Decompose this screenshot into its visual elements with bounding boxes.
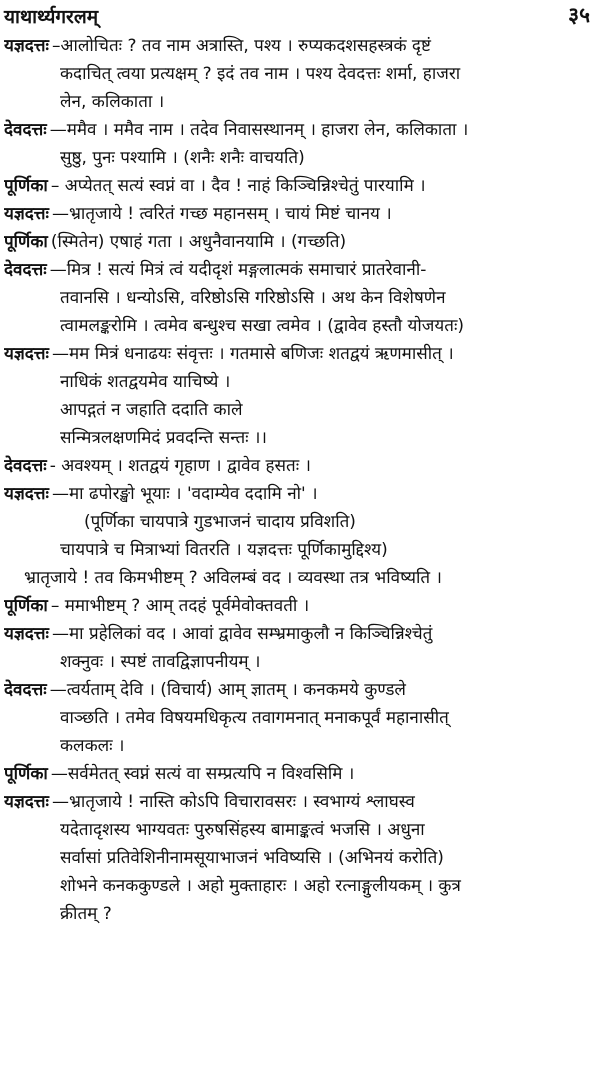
continuation-line: [60, 314, 600, 340]
speech-line: [4, 790, 596, 816]
line-text: नाधिकं शतद्वयमेव याचिष्ये ।: [60, 372, 231, 392]
line-text: (स्मितेन) एषाहं गता । अधुनैवानयामि । (गच्छति): [50, 232, 347, 252]
continuation-line: [60, 650, 600, 676]
line-text: –आलोचितः ? तव नाम अत्रास्ति, पश्य । रुप्यकदशसहस्त्रकं दृष्टं: [51, 36, 431, 56]
line-text: कलकलः ।: [60, 736, 125, 756]
speech-line: [4, 230, 596, 256]
continuation-line: [84, 510, 600, 536]
speaker-name: पूर्णिका: [4, 764, 48, 784]
running-title: याथार्थ्यगरलम्: [4, 6, 99, 28]
line-text: —भ्रातृजाये ! नास्ति कोऽपि विचारावसरः । स्वभाग्यं श्लाघस्व: [51, 792, 415, 812]
speaker-name: यज्ञदत्तः: [4, 792, 49, 812]
speaker-name: पूर्णिका: [4, 232, 48, 252]
line-text: —भ्रातृजाये ! त्वरितं गच्छ महानसम् । चायं मिष्टं चानय ।: [51, 204, 392, 224]
speech-line: [4, 202, 596, 228]
speech-line: [4, 118, 596, 144]
speech-line: [4, 622, 596, 648]
continuation-line: [60, 734, 600, 760]
continuation-line: [60, 286, 600, 312]
line-text: सर्वासां प्रतिवेशिनीनामसूयाभाजनं भविष्यसि । (अभिनयं करोति): [60, 848, 444, 868]
speaker-name: यज्ञदत्तः: [4, 344, 49, 364]
line-text: —मम मित्रं धनाढयः संवृत्तः । गतमासे बणिजः शतद्वयं ऋणमासीत् ।: [51, 344, 454, 364]
line-text: —त्वर्यताम् देवि । (विचार्य) आम् ज्ञातम् । कनकमये कुण्डले: [49, 680, 406, 700]
line-text: चायपात्रे च मित्राभ्यां वितरति । यज्ञदत्तः पूर्णिकामुद्दिश्य): [60, 540, 388, 560]
continuation-line: [60, 846, 600, 872]
continuation-line: [60, 874, 600, 900]
speaker-name: यज्ञदत्तः: [4, 204, 49, 224]
continuation-line: [60, 818, 600, 844]
line-text: —मा प्रहेलिकां वद । आवां द्वावेव सम्भ्रमाकुलौ न किञ्चिन्निश्चेतुं: [51, 624, 433, 644]
speaker-name: यज्ञदत्तः: [4, 484, 49, 504]
line-text: —मित्र ! सत्यं मित्रं त्वं यदीदृशं मङ्गलात्मकं समाचारं प्रातरेवानी-: [49, 260, 427, 280]
line-text: शक्नुवः । स्पष्टं तावद्विज्ञापनीयम् ।: [60, 652, 261, 672]
speech-line: [4, 258, 596, 284]
line-text: भ्रातृजाये ! तव किमभीष्टम् ? अविलम्बं वद । व्यवस्था तत्र भविष्यति ।: [24, 568, 442, 588]
line-text: —ममैव । ममैव नाम । तदेव निवासस्थानम् । हाजरा लेन, कलिकाता ।: [49, 120, 469, 140]
line-text: शोभने कनककुण्डले । अहो मुक्ताहारः । अहो रत्नाङ्गुलीयकम् । कुत्र: [60, 876, 461, 896]
speaker-name: यज्ञदत्तः: [4, 624, 49, 644]
continuation-line: [24, 566, 584, 592]
speaker-name: देवदत्तः: [4, 120, 47, 140]
line-text: - अवश्यम् । शतद्वयं गृहाण । द्वावेव हसतः ।: [49, 456, 311, 476]
continuation-line: [60, 90, 600, 116]
speaker-name: देवदत्तः: [4, 456, 47, 476]
line-text: —मा ढपोरङ्खो भूयाः । 'वदाम्येव ददामि नो' ।: [51, 484, 318, 504]
continuation-line: [60, 426, 600, 452]
speech-line: [4, 342, 596, 368]
continuation-line: [60, 706, 600, 732]
speech-line: [4, 174, 596, 200]
line-text: कदाचित् त्वया प्रत्यक्षम् ? इदं तव नाम । पश्य देवदत्तः शर्मा, हाजरा: [60, 64, 461, 84]
continuation-line: [60, 146, 600, 172]
line-text: तवानसि । धन्योऽसि, वरिष्ठोऽसि गरिष्ठोऽसि । अथ केन विशेषणेन: [60, 288, 446, 308]
speech-line: [4, 678, 596, 704]
speech-line: [4, 34, 596, 60]
page-header: [4, 0, 596, 30]
line-text: त्वामलङ्करोमि । त्वमेव बन्धुश्च सखा त्वमेव । (द्वावेव हस्तौ योजयतः): [60, 316, 465, 336]
speech-line: [4, 762, 596, 788]
line-text: सुष्ठु, पुनः पश्यामि । (शनैः शनैः वाचयति): [60, 148, 305, 168]
continuation-line: [60, 902, 600, 928]
speech-line: [4, 454, 596, 480]
line-text: क्रीतम् ?: [60, 904, 112, 924]
line-text: (पूर्णिका चायपात्रे गुडभाजनं चादाय प्रविशति): [84, 512, 356, 532]
line-text: —सर्वमेतत् स्वप्नं सत्यं वा सम्प्रत्यपि न विश्वसिमि ।: [50, 764, 355, 784]
line-text: यदेतादृशस्य भाग्यवतः पुरुषसिंहस्य बामाङ्कत्वं भजसि । अधुना: [60, 820, 425, 840]
line-text: आपद्गतं न जहाति ददाति काले: [60, 400, 243, 420]
speech-line: [4, 482, 596, 508]
speaker-name: देवदत्तः: [4, 260, 47, 280]
line-text: – अप्येतत् सत्यं स्वप्नं वा । दैव ! नाहं किञ्चिन्निश्चेतुं पारयामि ।: [50, 176, 426, 196]
speaker-name: यज्ञदत्तः: [4, 36, 49, 56]
line-text: लेन, कलिकाता ।: [60, 92, 165, 112]
continuation-line: [60, 370, 600, 396]
speaker-name: पूर्णिका: [4, 596, 48, 616]
page-number: ३५: [568, 3, 590, 27]
line-text: – ममाभीष्टम् ? आम् तदहं पूर्वमेवोक्तवती ।: [50, 596, 310, 616]
line-text: सन्मित्रलक्षणमिदं प्रवदन्ति सन्तः ।।: [60, 428, 267, 448]
continuation-line: [60, 62, 600, 88]
line-text: वाञ्छति । तमेव विषयमधिकृत्य तवागमनात् मनाकपूर्वं महानासीत्: [60, 708, 449, 728]
speaker-name: पूर्णिका: [4, 176, 48, 196]
speaker-name: देवदत्तः: [4, 680, 47, 700]
continuation-line: [60, 398, 600, 424]
continuation-line: [60, 538, 600, 564]
speech-line: [4, 594, 596, 620]
